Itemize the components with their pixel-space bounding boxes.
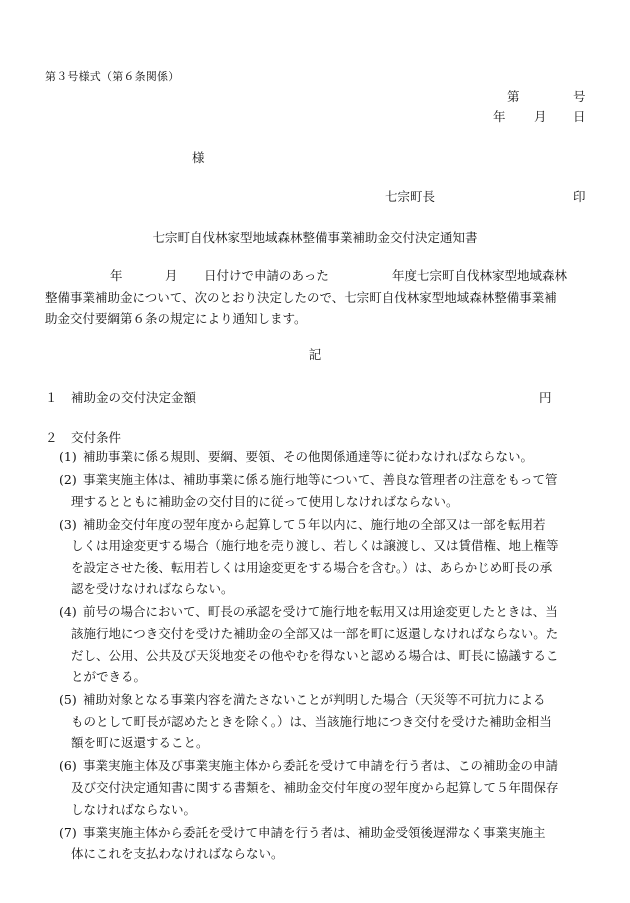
issuer-seal: 印 [573, 189, 586, 204]
condition-item [59, 447, 533, 465]
condition-text: 事業実施主体は、補助事業に係る施行地等について、善良な管理者の注意をもって管 [83, 472, 558, 487]
date-day: 日 [573, 109, 586, 124]
section1-unit: 円 [539, 390, 552, 405]
condition-text-continued: とができる。 [71, 669, 147, 685]
doc-number-go: 号 [573, 89, 586, 104]
condition-text-continued: しなければならない。 [71, 801, 197, 817]
condition-text: 補助対象となる事業内容を満たさないことが判明した場合（天災等不可抗力による [83, 692, 546, 708]
condition-number: (1) [59, 449, 77, 464]
condition-item [59, 515, 546, 533]
body-line1-end: 年度七宗町自伐林家型地域森林 [392, 268, 568, 283]
addressee-suffix: 様 [192, 150, 205, 165]
condition-text-continued: 体にこれを支払わなければならない。 [71, 846, 284, 862]
ki-marker: 記 [308, 347, 322, 362]
condition-text-continued: 及び交付決定通知書に関する書類を、補助金交付年度の翌年度から起算して５年間保存 [71, 780, 559, 795]
condition-text-continued: ものとして町長が認めたときを除く。）は、当該施行地につき交付を受けた補助金相当 [71, 713, 552, 729]
condition-text-continued: しくは用途変更する場合（施行地を売り渡し、若しくは譲渡し、又は賃借権、地上権等 [71, 538, 559, 554]
section1-number: １ [45, 390, 58, 405]
body-line3: 助金交付要綱第６条の規定により通知します。 [45, 311, 307, 326]
condition-number: (3) [59, 516, 77, 532]
condition-text: 補助金交付年度の翌年度から起算して５年以内に、施行地の全部又は一部を転用若 [83, 516, 546, 532]
condition-item [59, 756, 558, 774]
condition-item [59, 602, 558, 620]
condition-item [59, 690, 546, 708]
section2-label: 交付条件 [71, 430, 122, 445]
condition-item [59, 823, 546, 841]
date-year: 年 [493, 109, 506, 124]
condition-number: (2) [59, 472, 77, 487]
condition-text: 事業実施主体及び事業実施主体から委託を受けて申請を行う者は、この補助金の申請 [83, 758, 559, 774]
body-month: 月 [165, 268, 178, 283]
condition-text-continued: だし、公用、公共及び天災地変その他やむを得ないと認める場合は、町長に協議するこ [71, 647, 559, 663]
section1-label: 補助金の交付決定金額 [71, 390, 197, 405]
condition-number: (6) [59, 758, 77, 774]
condition-text: 補助事業に係る規則、要綱、要領、その他関係通達等に従わなければならない。 [83, 449, 534, 464]
condition-number: (5) [59, 692, 77, 708]
issuer-title: 七宗町長 [385, 189, 436, 204]
body-day-text: 日付けで申請のあった [204, 268, 329, 283]
condition-text-continued: 額を町に返還すること。 [71, 735, 209, 751]
condition-text-continued: を設定させた後、転用若しくは用途変更をする場合を含む。）は、あらかじめ町長の承 [71, 559, 553, 575]
section2-number: ２ [45, 430, 58, 445]
condition-number: (4) [59, 604, 77, 620]
date-month: 月 [534, 109, 547, 124]
condition-number: (7) [59, 824, 77, 840]
body-line2: 整備事業補助金について、次のとおり決定したので、七宗町自伐林家型地域森林整備事業補 [45, 290, 557, 305]
body-year: 年 [110, 268, 123, 283]
condition-text-continued: 該施行地につき交付を受けた補助金の全部又は一部を町に返還しなければならない。た [71, 626, 559, 641]
form-label: 第３号様式（第６条関係） [45, 70, 180, 83]
condition-item [59, 470, 558, 488]
condition-text: 事業実施主体から委託を受けて申請を行う者は、補助金受領後遅滞なく事業実施主 [83, 824, 546, 840]
document-title: 七宗町自伐林家型地域森林整備事業補助金交付決定通知書 [152, 230, 478, 245]
condition-text-continued: 認を受けなければならない。 [71, 581, 234, 597]
doc-number-dai: 第 [507, 89, 520, 104]
condition-text: 前号の場合において、町長の承認を受けて施行地を転用又は用途変更したときは、当 [83, 604, 558, 620]
condition-text-continued: 理するとともに補助金の交付目的に従って使用しなければならない。 [71, 493, 459, 509]
